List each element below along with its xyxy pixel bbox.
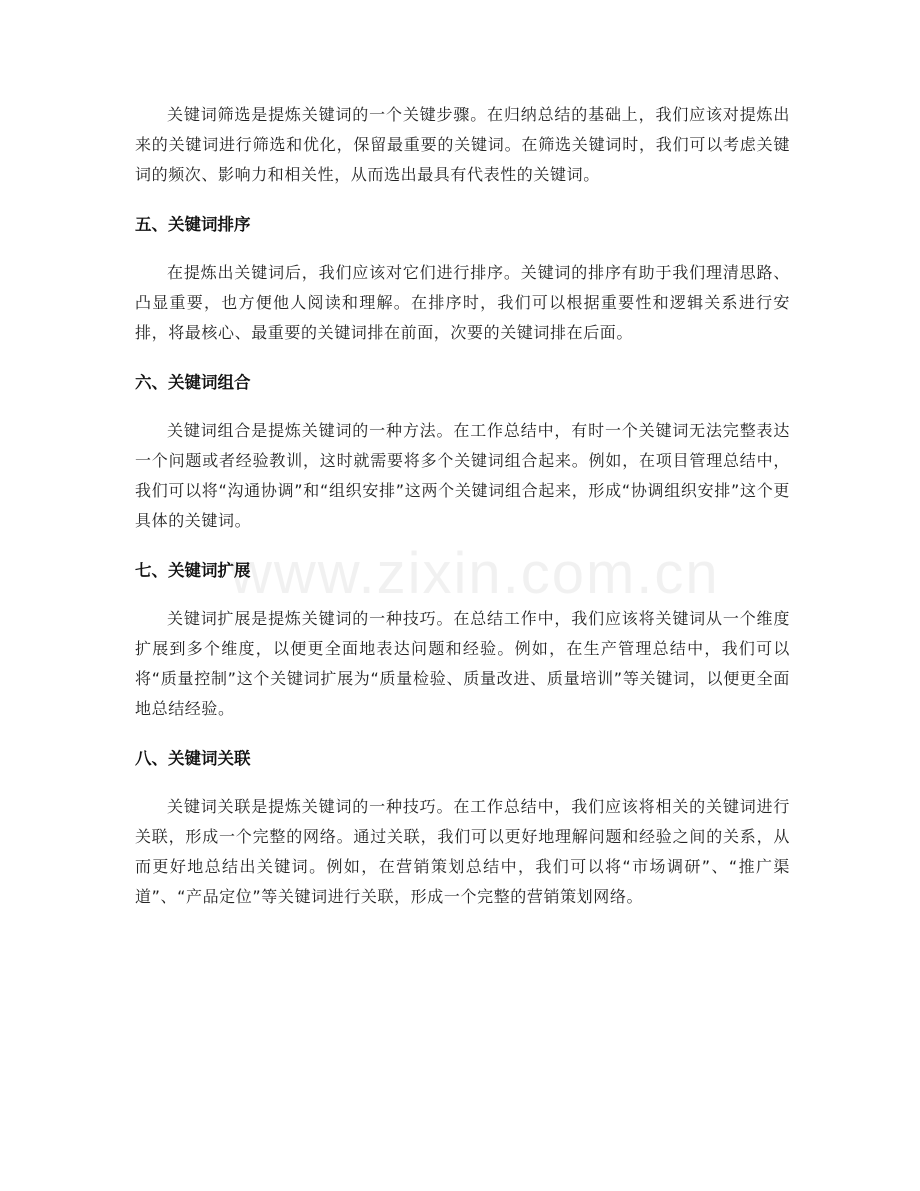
heading-keyword-combination: 六、关键词组合 (135, 373, 251, 392)
paragraph-keyword-filtering: 关键词筛选是提炼关键词的一个关键步骤。在归纳总结的基础上，我们应该对提炼出来的关键词进行筛选和优化，保留最重要的关键词。在筛选关键词时，我们可以考虑关键词的频次、影响力和相关性，从而选出最具有代表性的关键词。 (135, 105, 790, 184)
heading-keyword-association: 八、关键词关联 (135, 749, 251, 768)
paragraph-keyword-association: 关键词关联是提炼关键词的一种技巧。在工作总结中，我们应该将相关的关键词进行关联，形成一个完整的网络。通过关联，我们可以更好地理解问题和经验之间的关系，从而更好地总结出关键词。例如，在营销策划总结中，我们可以将“市场调研”、“推广渠道”、“产品定位”等关键词进行关联，形成一个完整的营销策划网络。 (135, 797, 790, 906)
paragraph-keyword-expansion: 关键词扩展是提炼关键词的一种技巧。在总结工作中，我们应该将关键词从一个维度扩展到多个维度，以便更全面地表达问题和经验。例如，在生产管理总结中，我们可以将“质量控制”这个关键词扩展为“质量检验、质量改进、质量培训”等关键词，以便更全面地总结经验。 (135, 609, 790, 718)
paragraph-keyword-combination: 关键词组合是提炼关键词的一种方法。在工作总结中，有时一个关键词无法完整表达一个问题或者经验教训，这时就需要将多个关键词组合起来。例如，在项目管理总结中，我们可以将“沟通协调”和“组织安排”这两个关键词组合起来，形成“协调组织安排”这个更具体的关键词。 (135, 421, 790, 530)
heading-keyword-expansion: 七、关键词扩展 (135, 561, 251, 580)
watermark: www.zixin.com.cn (230, 541, 720, 606)
document-body (135, 100, 790, 912)
heading-keyword-sorting: 五、关键词排序 (135, 215, 251, 234)
paragraph-keyword-sorting: 在提炼出关键词后，我们应该对它们进行排序。关键词的排序有助于我们理清思路、凸显重要，也方便他人阅读和理解。在排序时，我们可以根据重要性和逻辑关系进行安排，将最核心、最重要的关键词排在前面，次要的关键词排在后面。 (135, 263, 790, 342)
